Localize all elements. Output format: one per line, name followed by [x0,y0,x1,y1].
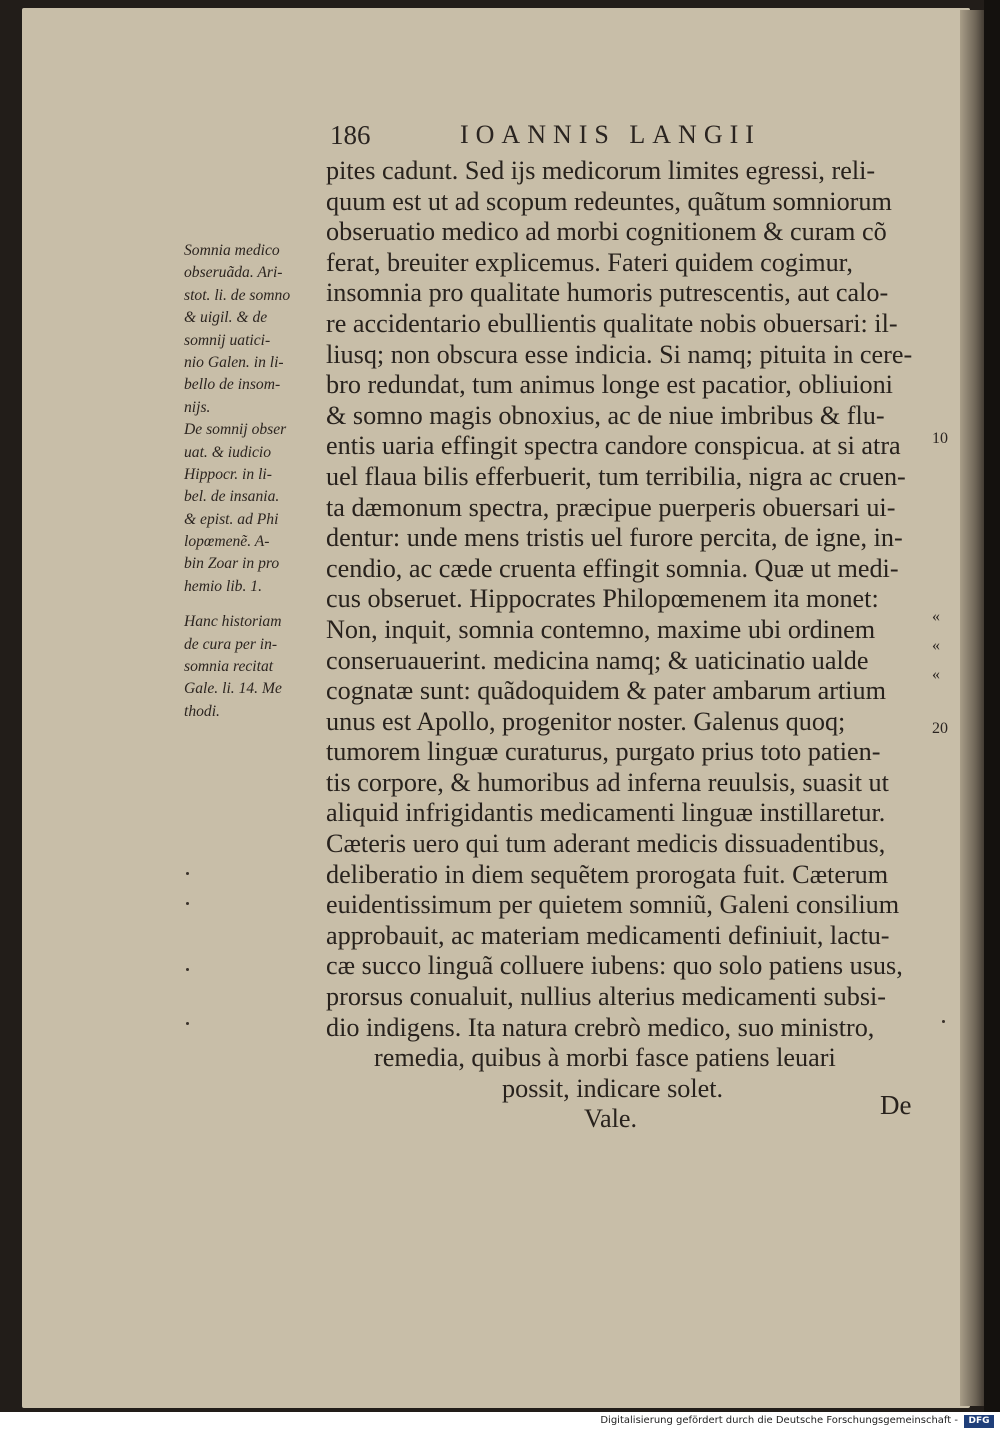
text-line: Non, inquit, somnia contemno, maxime ubi ordinem [326,614,876,644]
valediction: Vale. [584,1104,638,1134]
text-line: cognatæ sunt: quãdoquidem & pater ambarum artium [326,676,886,706]
margin-note-line: Gale. li. 14. Me [184,680,282,698]
text-line: approbauit, ac materiam medicamenti definiuit, lactu- [326,920,890,950]
ink-speck [186,872,189,875]
main-text [326,156,942,1135]
text-line: aliquid infrigidantis medicamenti linguæ instillaretur. [326,798,886,828]
margin-note-line: bello de insom- [184,376,281,394]
catchword: De [880,1090,912,1120]
quote-mark: « [932,608,940,625]
ink-speck [186,902,189,905]
text-line: bro redundat, tum animus longe est pacatior, obliuioni [326,370,893,400]
page-number: 186 [330,120,371,150]
text-line: entis uaria effingit spectra candore conspicua. at si atra [326,431,901,461]
margin-note-line: lopœmenẽ. A- [184,533,270,551]
line-number-20: 20 [932,720,948,737]
text-line: possit, indicare solet. [502,1073,724,1103]
margin-note-line: uat. & iudicio [184,443,272,461]
margin-note-line: Hippocr. in li- [184,465,272,483]
text-line: deliberatio in diem sequẽtem prorogata fuit. Cæterum [326,859,889,889]
text-line: unus est Apollo, progenitor noster. Galenus quoq; [326,706,846,736]
text-line: euidentissimum per quietem somniũ, Galeni consilium [326,890,900,920]
margin-note-line: nijs. [184,398,211,416]
text-line: cæ succo linguã colluere iubens: quo solo patiens usus, [326,951,903,981]
margin-note-line: nio Galen. in li- [184,353,284,371]
margin-note-line: somnij uatici- [184,331,271,349]
margin-note-line: bel. de insania. [184,488,280,506]
text-line: ferat, breuiter explicemus. Fateri quidem cogimur, [326,247,853,277]
margin-note [184,419,326,598]
text-line: dio indigens. Ita natura crebrò medico, suo ministro, [326,1012,875,1042]
text-line: conseruauerint. medicina namq; & uaticinatio ualde [326,645,869,675]
line-number-10: 10 [932,430,948,447]
text-line: uel flaua bilis efferbuerit, tum terribilia, nigra ac cruen- [326,461,906,491]
margin-note-line: Somnia medico [184,242,280,259]
ink-speck [942,1020,945,1023]
book-gutter [984,0,1000,1412]
text-line: cus obseruet. Hippocrates Philopœmenem ita monet: [326,584,879,614]
text-line: pites cadunt. Sed ijs medicorum limites egressi, reli- [326,156,876,185]
margin-note-line: Hanc historiam [184,613,282,631]
page-edge-shadow [960,10,986,1406]
text-line: remedia, quibus à morbi fasce patiens leuari [374,1043,836,1073]
margin-note-line: bin Zoar in pro [184,555,280,573]
margin-note [184,611,326,723]
ink-speck [186,1022,189,1025]
text-line: prorsus conualuit, nullius alterius medicamenti subsi- [326,982,887,1012]
quote-mark: « [932,637,940,654]
dfg-logo-icon: DFG [964,1415,994,1428]
ink-speck [186,968,189,971]
funding-credit: Digitalisierung gefördert durch die Deutsche Forschungsgemeinschaft - [600,1415,958,1426]
footer-bar [0,1412,1000,1432]
text-line: & somno magis obnoxius, ac de niue imbribus & flu- [326,400,885,430]
margin-note [184,240,326,419]
margin-notes [184,240,326,723]
text-line: tis corpore, & humoribus ad inferna reuulsis, suasit ut [326,767,889,797]
margin-note-line: stot. li. de somno [184,286,291,304]
text-line: quum est ut ad scopum redeuntes, quãtum somniorum [326,186,892,216]
text-line: cendio, ac cæde cruenta effingit somnia. Quæ ut medi- [326,553,899,583]
margin-note-line: somnia recitat [184,658,274,676]
text-line: dentur: unde mens tristis uel furore percita, de igne, in- [326,523,903,553]
text-line: tumorem linguæ curaturus, purgato prius toto patien- [326,737,881,767]
margin-note-line: hemio lib. 1. [184,577,262,595]
text-line: liusq; non obscura esse indicia. Si namq; pituita in cere- [326,339,913,369]
text-line: obseruatio medico ad morbi cognitionem & curam cõ [326,217,887,247]
running-head [330,120,940,156]
running-title: IOANNIS LANGII [460,120,761,149]
text-line: Cæteris uero qui tum aderant medicis dissuadentibus, [326,829,886,859]
margin-note-line: & uigil. & de [184,309,268,327]
text-line: insomnia pro qualitate humoris putrescentis, aut calo- [326,278,889,308]
margin-note-line: De somnij obser [184,421,287,439]
quote-mark: « [932,666,940,683]
text-line: ta dæmonum spectra, præcipue puerperis obuersari ui- [326,492,896,522]
margin-note-line: obseruãda. Ari- [184,264,283,282]
margin-note-line: de cura per in- [184,635,278,653]
text-line: re accidentario ebullientis qualitate nobis obuersari: il- [326,308,898,338]
margin-note-line: & epist. ad Phi [184,510,279,528]
margin-note-line: thodi. [184,702,220,720]
